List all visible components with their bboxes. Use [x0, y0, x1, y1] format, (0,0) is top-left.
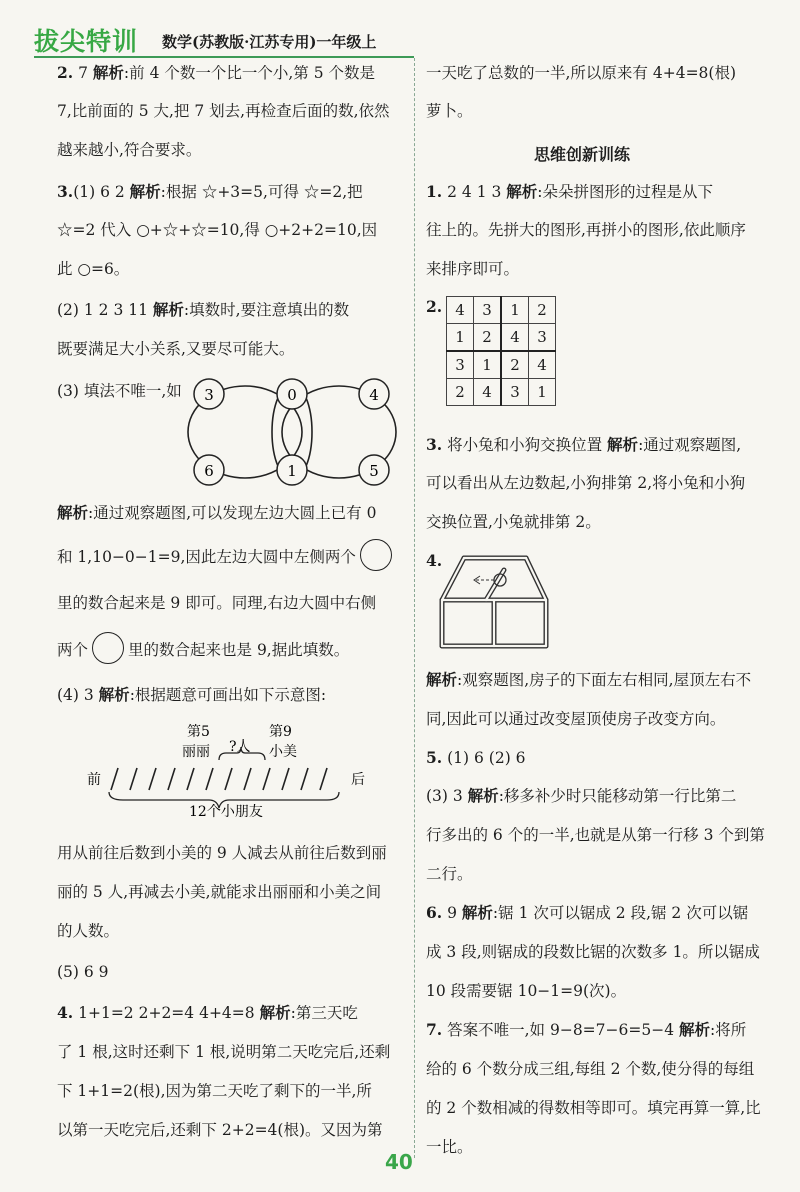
circle-top-right — [359, 379, 389, 409]
answer-q2-line1: 2. 7 解析:前 4 个数一个比一个小,第 5 个数是 — [57, 63, 376, 82]
svg-text:0: 0 — [287, 386, 297, 404]
svg-text:?人: ?人 — [229, 739, 251, 755]
circle-top-middle — [277, 379, 307, 409]
svg-text:前: 前 — [87, 772, 101, 788]
empty-circle-blank — [92, 632, 124, 664]
answer-q3-3-label: (3) 填法不唯一,如 — [57, 382, 182, 400]
answer-r2-number: 2. — [426, 297, 443, 316]
answer-r4-number: 4. — [426, 551, 443, 570]
answer-q3-3-explain-line2: 和 1,10−0−1=9,因此左边大圆中左侧两个 — [57, 545, 396, 571]
svg-text:后: 后 — [351, 772, 365, 788]
answer-q2-line3: 越来越小,符合要求。 — [57, 141, 202, 159]
grid-row: 3 1 2 4 — [447, 351, 556, 379]
grid-row: 4 3 1 2 — [447, 297, 556, 324]
circle-bottom-left — [194, 455, 224, 485]
answer-q3-4-line3: 丽的 5 人,再减去小美,就能求出丽丽和小美之间 — [57, 883, 382, 901]
answer-r1-line2: 往上的。先拼大的图形,再拼小的图形,依此顺序 — [426, 221, 746, 239]
answer-q3-4-line2: 用从前往后数到小美的 9 人减去从前往后数到丽 — [57, 844, 387, 862]
answer-q4-line2: 了 1 根,这时还剩下 1 根,说明第二天吃完后,还剩 — [57, 1043, 391, 1061]
grid-row: 2 4 3 1 — [447, 379, 556, 406]
page-number: 40 — [385, 1150, 413, 1174]
answer-r1-line1: 1. 2 4 1 3 解析:朵朵拼图形的过程是从下 — [426, 182, 714, 201]
svg-text:12个小朋友: 12个小朋友 — [189, 804, 263, 818]
svg-text:4: 4 — [369, 386, 379, 404]
svg-text:第9: 第9 — [269, 724, 292, 740]
matchstick-house-figure — [434, 550, 558, 656]
answer-r4-line1: 解析:观察题图,房子的下面左右相同,屋顶左右不 — [426, 670, 752, 689]
answer-r6-line3: 10 段需要锯 10−1=9(次)。 — [426, 982, 627, 1000]
answer-q3-5: (5) 6 9 — [57, 963, 109, 981]
answer-r5-line1: 5. (1) 6 (2) 6 — [426, 748, 526, 767]
answer-r5-3-line1: (3) 3 解析:移多补少时只能移动第一行比第二 — [426, 786, 737, 805]
brand-logo: 拔尖特训 — [34, 27, 139, 56]
header-rule — [34, 56, 414, 58]
answer-q4-line1: 4. 1+1=2 2+2=4 4+4=8 解析:第三天吃 — [57, 1003, 358, 1022]
empty-circle-blank — [360, 539, 392, 571]
answer-q4-cont-line2: 萝卜。 — [426, 102, 473, 120]
answer-r5-3-line3: 二行。 — [426, 865, 473, 883]
svg-text:3: 3 — [204, 386, 214, 404]
answer-q3-2-line2: 既要满足大小关系,又要尽可能大。 — [57, 340, 295, 358]
answer-q3-3-explain-line1: 解析:通过观察题图,可以发现左边大圆上已有 0 — [57, 503, 377, 522]
answer-q2-line2: 7,比前面的 5 大,把 7 划去,再检查后面的数,依然 — [57, 102, 390, 120]
circle-bottom-right — [359, 455, 389, 485]
circle-top-left — [194, 379, 224, 409]
answer-r6-line2: 成 3 段,则锯成的段数比锯的次数多 1。所以锯成 — [426, 943, 760, 961]
answer-r5-3-line2: 行多出的 6 个的一半,也就是从第一行移 3 个到第 — [426, 826, 765, 844]
answer-q3-1-line2: ☆=2 代入 ○+☆+☆=10,得 ○+2+2=10,因 — [57, 221, 378, 239]
svg-text:丽丽: 丽丽 — [182, 744, 210, 760]
answer-q3-2-line1: (2) 1 2 3 11 解析:填数时,要注意填出的数 — [57, 300, 350, 319]
answer-r1-line3: 来排序即可。 — [426, 260, 520, 278]
three-ovals-figure — [187, 374, 397, 494]
svg-text:小美: 小美 — [269, 744, 297, 760]
answer-q3-3-explain-line3: 里的数合起来是 9 即可。同理,右边大圆中右侧 — [57, 594, 377, 612]
answer-q4-line4: 以第一天吃完后,还剩下 2+2=4(根)。又因为第 — [57, 1121, 383, 1139]
answer-q3-3-explain-line4: 两个 里的数合起来也是 9,据此填数。 — [57, 638, 349, 664]
answer-q3-1-line3: 此 ○=6。 — [57, 260, 130, 278]
answer-r7-line2: 给的 6 个数分成三组,每组 2 个数,使分得的每组 — [426, 1060, 755, 1078]
column-divider — [414, 58, 415, 1158]
answer-q4-line3: 下 1+1=2(根),因为第二天吃了剩下的一半,所 — [57, 1082, 372, 1100]
answer-r6-line1: 6. 9 解析:锯 1 次可以锯成 2 段,锯 2 次可以锯 — [426, 903, 749, 922]
svg-text:第5: 第5 — [187, 724, 210, 740]
svg-text:1: 1 — [287, 462, 297, 480]
answer-r3-line3: 交换位置,小兔就排第 2。 — [426, 513, 601, 531]
svg-text:6: 6 — [204, 462, 214, 480]
queue-diagram — [83, 720, 383, 818]
answer-r3-line2: 可以看出从左边数起,小狗排第 2,将小兔和小狗 — [426, 474, 746, 492]
answer-r7-line4: 一比。 — [426, 1138, 473, 1156]
answer-q4-cont-line1: 一天吃了总数的一半,所以原来有 4+4=8(根) — [426, 64, 737, 82]
book-subject: 数学(苏教版·江苏专用)一年级上 — [162, 33, 377, 51]
page-header — [34, 22, 434, 58]
svg-text:5: 5 — [369, 462, 379, 480]
answer-r3-line1: 3. 将小兔和小狗交换位置 解析:通过观察题图, — [426, 435, 742, 454]
answer-r7-line1: 7. 答案不唯一,如 9−8=7−6=5−4 解析:将所 — [426, 1020, 747, 1039]
answer-r7-line3: 的 2 个数相减的得数相等即可。填完再算一算,比 — [426, 1099, 761, 1117]
answer-r4-line2: 同,因此可以通过改变屋顶使房子改变方向。 — [426, 710, 726, 728]
section-title: 思维创新训练 — [534, 145, 631, 164]
number-grid — [446, 296, 556, 406]
answer-q3-1-line1: 3.(1) 6 2 解析:根据 ☆+3=5,可得 ☆=2,把 — [57, 182, 363, 201]
answer-q3-4-line1: (4) 3 解析:根据题意可画出如下示意图: — [57, 685, 327, 704]
grid-row: 1 2 4 3 — [447, 324, 556, 352]
answer-q3-4-line4: 的人数。 — [57, 922, 120, 940]
circle-bottom-middle — [277, 455, 307, 485]
